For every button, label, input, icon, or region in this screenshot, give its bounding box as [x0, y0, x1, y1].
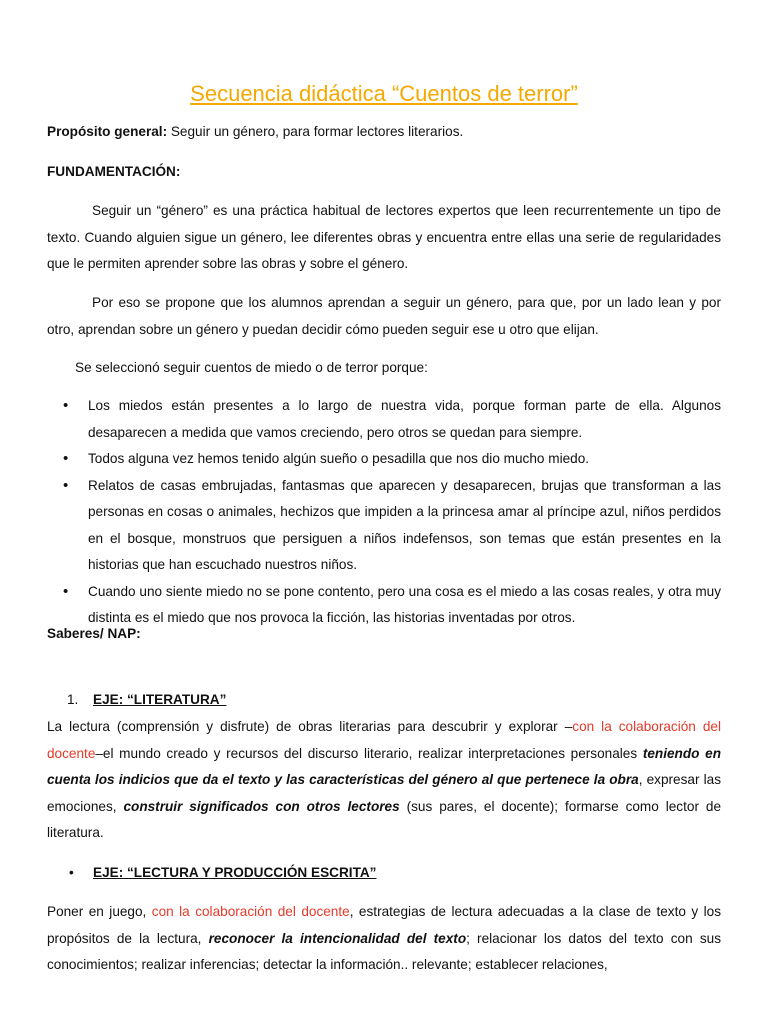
- eje1-paragraph: La lectura (comprensión y disfrute) de obras literarias para descubrir y explorar –con la colaboración del docente–el mundo creado y recursos del discurso literario, realizar interpretaciones personales teniendo en cuenta los indicios que da el texto y las características del género al que pertenece la obra, expresar las emociones, construir significados con otros lectores (sus pares, el docente); formarse como lector de literatura.: [47, 719, 722, 840]
- reasons-list: [47, 393, 721, 632]
- fundamentacion-paragraph-3: Se seleccionó seguir cuentos de miedo o de terror porque:: [75, 360, 428, 375]
- list-item: • Los miedos están presentes a lo largo de nuestra vida, porque forman parte de ella. Algunos desaparecen a medida que vamos creciendo, pero otros se quedan para siempre.: [47, 393, 721, 446]
- emphasis-text: construir significados con otros lectores: [123, 798, 400, 814]
- eje1-title: EJE: “LITERATURA”: [93, 692, 227, 707]
- eje1-heading: [47, 692, 721, 712]
- list-item: • Cuando uno siente miedo no se pone contento, pero una cosa es el miedo a las cosas reales, y otra muy distinta es el miedo que nos provoca la ficción, las historias inventadas por otros.: [47, 579, 721, 632]
- eje2-paragraph: Poner en juego, con la colaboración del docente, estrategias de lectura adecuadas a la clase de texto y los propósitos de la lectura, reconocer la intencionalidad del texto; relacionar los datos del texto con sus conocimientos; realizar inferencias; detectar la información.. relevante; establecer relaciones,: [47, 904, 722, 972]
- highlight-text: con la colaboración del docente: [47, 719, 721, 761]
- document-title: Secuencia didáctica “Cuentos de terror”: [190, 81, 578, 106]
- fundamentacion-paragraph-1: Seguir un “género” es una práctica habitual de lectores expertos que leen recurrentemente un tipo de texto. Cuando alguien sigue un género, lee diferentes obras y encuentra entre ellas una serie de regularidades que le permiten aprender sobre las obras y sobre el género.: [47, 203, 721, 271]
- emphasis-text: reconocer la intencionalidad del texto: [208, 930, 467, 946]
- list-item: • Relatos de casas embrujadas, fantasmas que aparecen y desaparecen, brujas que transforman a las personas en cosas o animales, hechizos que impiden a la princesa amar al príncipe azul, niños perdidos en el bosque, monstruos que persiguen a niños indefensos, son temas que están presentes en la historias que han escuchado nuestros niños.: [47, 473, 721, 579]
- list-item: • Todos alguna vez hemos tenido algún sueño o pesadilla que nos dio mucho miedo.: [47, 446, 721, 473]
- emphasis-text: teniendo en cuenta los indicios que da el texto y las características del género al que pertenece la obra: [47, 745, 721, 787]
- fundamentacion-paragraph-2: Por eso se propone que los alumnos aprendan a seguir un género, para que, por un lado lean y por otro, aprendan sobre un género y puedan decidir cómo pueden seguir ese u otro que elijan.: [47, 295, 721, 337]
- eje1-number: 1.: [67, 692, 79, 707]
- eje2-title: EJE: “LECTURA Y PRODUCCIÓN ESCRITA”: [93, 865, 377, 880]
- proposito-paragraph: [47, 124, 721, 139]
- highlight-text: con la colaboración del docente: [151, 904, 350, 919]
- bullet-icon: •: [69, 865, 74, 880]
- saberes-heading: Saberes/ NAP:: [47, 626, 141, 641]
- proposito-label: Propósito general:: [47, 124, 168, 139]
- fundamentacion-heading: FUNDAMENTACIÓN:: [47, 164, 181, 179]
- eje2-heading: [47, 865, 721, 885]
- proposito-text: Seguir un género, para formar lectores literarios.: [167, 124, 464, 139]
